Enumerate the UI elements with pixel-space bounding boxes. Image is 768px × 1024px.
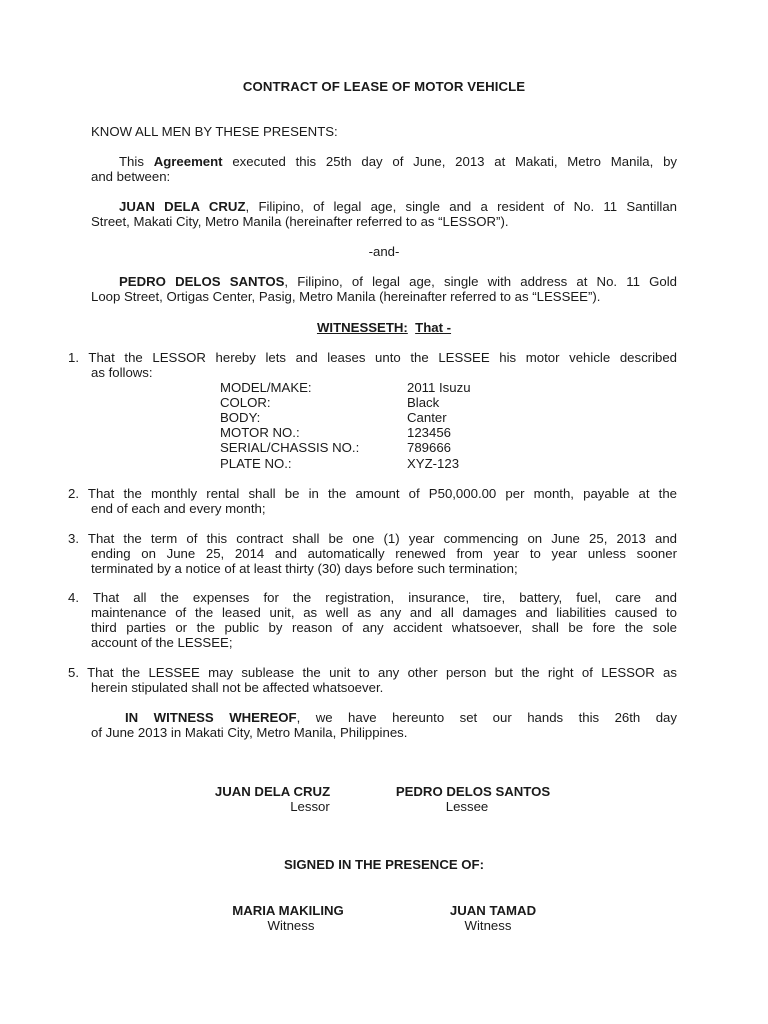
clause-1-line-1: 1. That the LESSOR hereby lets and leases unto the LESSEE his motor vehicle described — [68, 350, 677, 365]
vehicle-value: 2011 Isuzu — [407, 380, 471, 395]
witness-whereof-bold: IN WITNESS WHEREOF — [125, 710, 297, 725]
witnesseth-that: That - — [415, 320, 452, 335]
signatory-role: Lessor — [290, 799, 330, 814]
agreement-paragraph — [91, 154, 677, 184]
lessee-line-2: Loop Street, Ortigas Center, Pasig, Metro Manila (hereinafter referred to as “LESSEE”). — [91, 289, 601, 304]
vehicle-value: Canter — [407, 410, 447, 425]
witness-whereof-line-1-text: , we have hereunto set our hands this 26th day — [296, 710, 677, 725]
clause-5-line-1: 5. That the LESSEE may sublease the unit to any other person but the right of LESSOR as — [68, 665, 677, 680]
vehicle-label: COLOR: — [220, 395, 271, 410]
vehicle-label: BODY: — [220, 410, 261, 425]
agreement-pre: This — [119, 154, 154, 169]
lessor-line-2: Street, Makati City, Metro Manila (hereinafter referred to as “LESSOR”). — [91, 214, 509, 229]
vehicle-value: 789666 — [407, 440, 452, 455]
clause-4-line-1: 4. That all the expenses for the registration, insurance, tire, battery, fuel, care and — [68, 590, 677, 605]
agreement-bold: Agreement — [153, 154, 223, 169]
lessee-name: PEDRO DELOS SANTOS — [119, 274, 285, 289]
document-title: CONTRACT OF LEASE OF MOTOR VEHICLE — [242, 79, 526, 94]
signatory-name: JUAN DELA CRUZ — [214, 784, 331, 799]
lessor-line-1 — [91, 199, 677, 214]
lessor-name: JUAN DELA CRUZ — [119, 199, 246, 214]
and-separator: -and- — [368, 244, 400, 259]
clause-1 — [68, 350, 677, 380]
witness-whereof-line-1 — [91, 710, 677, 725]
witness-name: JUAN TAMAD — [449, 903, 537, 918]
agreement-line-1 — [91, 154, 677, 169]
witness-role: Witness — [464, 918, 512, 933]
vehicle-details — [0, 380, 768, 472]
witness-name: MARIA MAKILING — [232, 903, 344, 918]
lessee-paragraph — [91, 274, 677, 304]
clause-3-line-2: ending on June 25, 2014 and automatically renewed from year to year unless sooner — [91, 546, 677, 561]
signed-presence-heading: SIGNED IN THE PRESENCE OF: — [283, 857, 485, 872]
agreement-line-2: and between: — [91, 169, 171, 184]
vehicle-label: MODEL/MAKE: — [220, 380, 312, 395]
witnesseth-heading — [0, 320, 768, 335]
clause-4-line-2: maintenance of the leased unit, as well as any and all damages and liabilities caused to — [91, 605, 677, 620]
lessee-line-1-text: , Filipino, of legal age, single with address at No. 11 Gold — [284, 274, 677, 289]
clause-1-line-2: as follows: — [91, 365, 153, 380]
lessee-line-1 — [91, 274, 677, 289]
opening-line: KNOW ALL MEN BY THESE PRESENTS: — [91, 124, 338, 139]
signatory-name: PEDRO DELOS SANTOS — [395, 784, 551, 799]
agreement-post: executed this 25th day of June, 2013 at Makati, Metro Manila, by — [222, 154, 677, 169]
vehicle-label: SERIAL/CHASSIS NO.: — [220, 440, 360, 455]
clause-2-line-2: end of each and every month; — [91, 501, 266, 516]
signatory-role: Lessee — [445, 799, 489, 814]
clause-5-line-2: herein stipulated shall not be affected whatsoever. — [91, 680, 384, 695]
clause-5 — [68, 665, 677, 695]
vehicle-value: 123456 — [407, 425, 452, 440]
clause-2 — [68, 486, 677, 516]
lessor-line-1-text: , Filipino, of legal age, single and a resident of No. 11 Santillan — [245, 199, 677, 214]
vehicle-value: XYZ-123 — [407, 456, 460, 471]
clause-3-line-1: 3. That the term of this contract shall be one (1) year commencing on June 25, 2013 and — [68, 531, 677, 546]
witness-whereof-paragraph — [91, 710, 677, 740]
clause-4-line-4: account of the LESSEE; — [91, 635, 233, 650]
witness-whereof-line-2: of June 2013 in Makati City, Metro Manila, Philippines. — [91, 725, 408, 740]
clause-4 — [68, 590, 677, 650]
lessor-paragraph — [91, 199, 677, 229]
witness-role: Witness — [267, 918, 315, 933]
vehicle-label: PLATE NO.: — [220, 456, 292, 471]
clause-3 — [68, 531, 677, 576]
vehicle-label: MOTOR NO.: — [220, 425, 300, 440]
vehicle-value: Black — [407, 395, 440, 410]
clause-4-line-3: third parties or the public by reason of any accident whatsoever, shall be fore the sole — [91, 620, 677, 635]
witnesseth-word: WITNESSETH: — [316, 320, 408, 335]
clause-3-line-3: terminated by a notice of at least thirty (30) days before such termination; — [91, 561, 518, 576]
clause-2-line-1: 2. That the monthly rental shall be in the amount of P50,000.00 per month, payable at the — [68, 486, 677, 501]
